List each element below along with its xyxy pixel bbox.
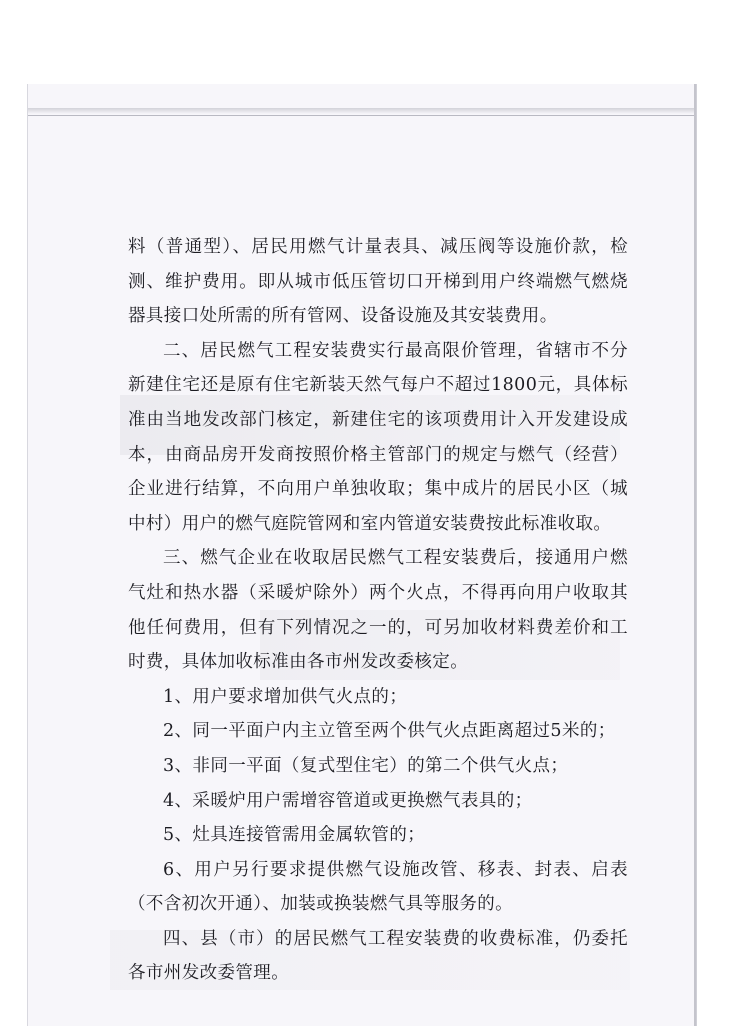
paragraph: 二、居民燃气工程安装费实行最高限价管理，省辖市不分新建住宅还是原有住宅新装天然气每户不超过1800元，具体标准由当地发改部门核定，新建住宅的该项费用计入开发建设成本，由商品房开发商按照价格主管部门的规定与燃气（经营）企业进行结算，不向用户单独收取；集中成片的居民小区（城中村）用户的燃气庭院管网和室内管道安装费按此标准收取。 [128,340,628,534]
document-body [128,230,628,991]
list-item: 1、用户要求增加供气火点的； [163,686,408,707]
scan-shadow [28,108,696,114]
list-item: 4、采暖炉用户需增容管道或更换燃气表具的； [163,790,533,811]
list-item: 2、同一平面户内主立管至两个供气火点距离超过5米的； [163,721,616,742]
paragraph: 三、燃气企业在收取居民燃气工程安装费后，接通用户燃气灶和热水器（采暖炉除外）两个火点，不得再向用户收取其他任何费用，但有下列情况之一的，可另加收材料费差价和工时费，具体加收标准由各市州发改委核定。 [128,548,628,673]
scan-edge-line [28,115,694,116]
list-item: 5、灶具连接管需用金属软管的； [163,825,426,846]
paragraph: 四、县（市）的居民燃气工程安装费的收费标准，仍委托各市州发改委管理。 [128,928,628,984]
list-item: 6、用户另行要求提供燃气设施改管、移表、封表、启表（不含初次开通）、加装或换装燃气具等服务的。 [128,859,628,915]
list-item: 3、非同一平面（复式型住宅）的第二个供气火点； [163,755,569,776]
paragraph: 料（普通型）、居民用燃气计量表具、减压阀等设施价款，检测、维护费用。即从城市低压管切口开梯到用户终端燃气燃烧器具接口处所需的所有管网、设备设施及其安装费用。 [128,237,628,327]
page-right-edge [694,84,696,1026]
